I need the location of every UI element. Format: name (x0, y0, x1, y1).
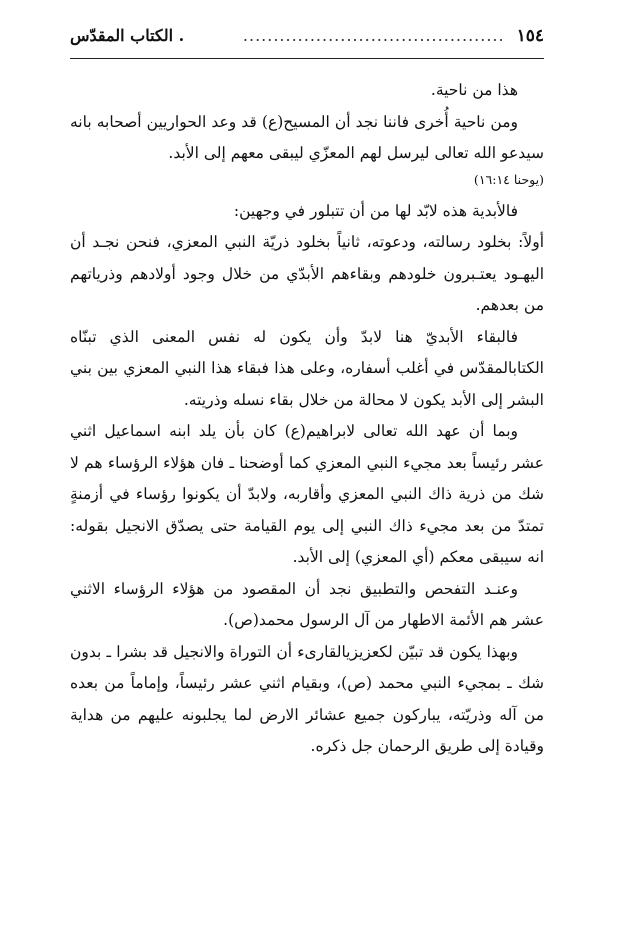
header-leader-dots: ........................................... (242, 26, 505, 45)
running-title: . الكتاب المقدّس (70, 26, 185, 45)
paragraph: فالبقاء الأبديّ هنا لابدّ وأن يكون له نفس المعنى الذي تبنّاه الكتابالمقدّس في أغلب أسفاره، وعلى هذا فبقاء هذا النبي المعزي بين بني البشر إلى الأبد يكون لا محالة من خلال بقاء نسله وذريته. (70, 327, 544, 409)
paragraph: وبهذا يكون قد تبيّن لكعزيزيالقارىء أن التوراة والانجيل قد بشرا ـ بدون شك ـ بمجيء النبي محمد (ص)، وبقيام اثني عشر رئيساً، وإماماً من بعده من آله وذريّته، يباركون جميع عشائر الارض لما يجلبونه عليهم من هداية وقيادة إلى طريق الرحمان جل ذكره. (70, 642, 544, 755)
book-page (70, 26, 544, 906)
paragraph: وبما أن عهد الله تعالى لابراهيم(ع) كان بأن يلد ابنه اسماعيل اثني عشر رئيساً بعد مجيء النبي المعزي كما أوضحنا ـ فان هؤلاء الرؤساء هم لا شك من ذرية ذاك النبي المعزي وأقاربه، ولابدّ أن يكونوا رؤساء في أزمنةٍ تمتدّ من بعد مجيء ذاك النبي إلى يوم القيامة حتى يصدّق الانجيل بقوله: انه سيبقى معكم (أي المعزي) إلى الأبد. (70, 422, 544, 566)
header-rule (70, 58, 544, 59)
body-text (70, 75, 544, 763)
paragraph: هذا من ناحية. (430, 81, 518, 99)
running-header (70, 26, 544, 58)
paragraph: أولاً: بخلود رسالته، ودعوته، ثانياً بخلود ذريّة النبي المعزي، فنحن نجـد أن اليهـود يعتـبرون خلودهم وبقاءهم الأبدّي من خلال وجود أولادهم وذرياتهم من بعدهم. (70, 233, 544, 314)
paragraph: ومن ناحية أُخرى فاننا نجد أن المسيح(ع) قد وعد الحواريين أصحابه بانه سيدعو الله تعالى ليرسل لهم المعزّي ليبقى معهم إلى الأبد. (70, 112, 544, 162)
citation: (يوحنا ١٦:١٤) (473, 171, 544, 187)
paragraph: وعنـد التفحص والتطبيق نجد أن المقصود من هؤلاء الرؤساء الاثني عشر هم الأئمة الاطهار من آل الرسول محمد(ص). (70, 579, 544, 629)
paragraph: فالأبدية هذه لابّد لها من أن تتبلور في وجهين: (233, 201, 518, 220)
page-number: ١٥٤ (516, 26, 544, 46)
